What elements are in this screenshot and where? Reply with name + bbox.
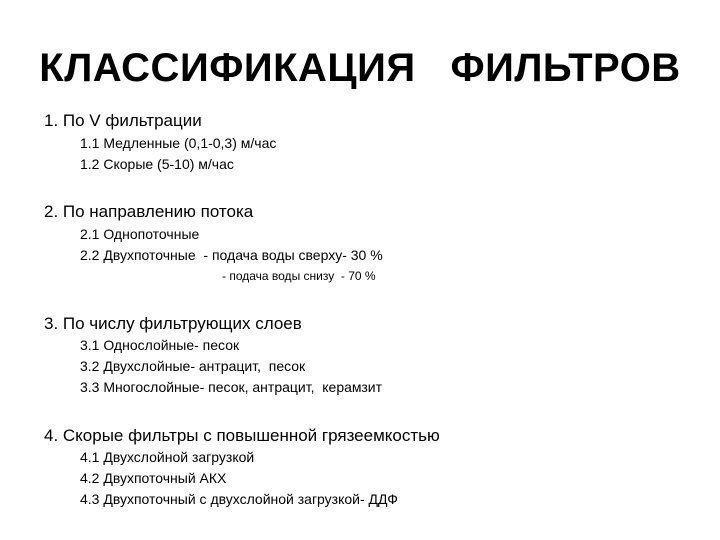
slide-title: КЛАССИФИКАЦИЯ ФИЛЬТРОВ [39, 46, 681, 90]
list-item: 1.1 Медленные (0,1-0,3) м/час [80, 135, 277, 151]
list-item: 2.1 Однопоточные [80, 226, 200, 242]
section-heading-3: 3. По числу фильтрующих слоев [44, 314, 302, 333]
list-item-note: - подача воды снизу - 70 % [222, 269, 376, 283]
list-item: 1.2 Скорые (5-10) м/час [80, 156, 234, 172]
list-item: 2.2 Двухпоточные - подача воды сверху- 30 % [80, 247, 383, 263]
list-item: 4.2 Двухпоточный АКХ [80, 470, 227, 486]
list-item: 4.3 Двухпоточный с двухслойной загрузкой- ДДФ [80, 491, 398, 507]
section-heading-2: 2. По направлению потока [44, 202, 254, 221]
list-item: 4.1 Двухслойной загрузкой [80, 449, 255, 465]
list-item: 3.1 Однослойные- песок [80, 337, 240, 353]
section-heading-4: 4. Скорые фильтры с повышенной грязеемкостью [44, 426, 440, 445]
list-item: 3.2 Двухслойные- антрацит, песок [80, 358, 306, 374]
section-heading-1: 1. По V фильтрации [44, 111, 202, 130]
list-item: 3.3 Многослойные- песок, антрацит, керамзит [80, 379, 383, 395]
